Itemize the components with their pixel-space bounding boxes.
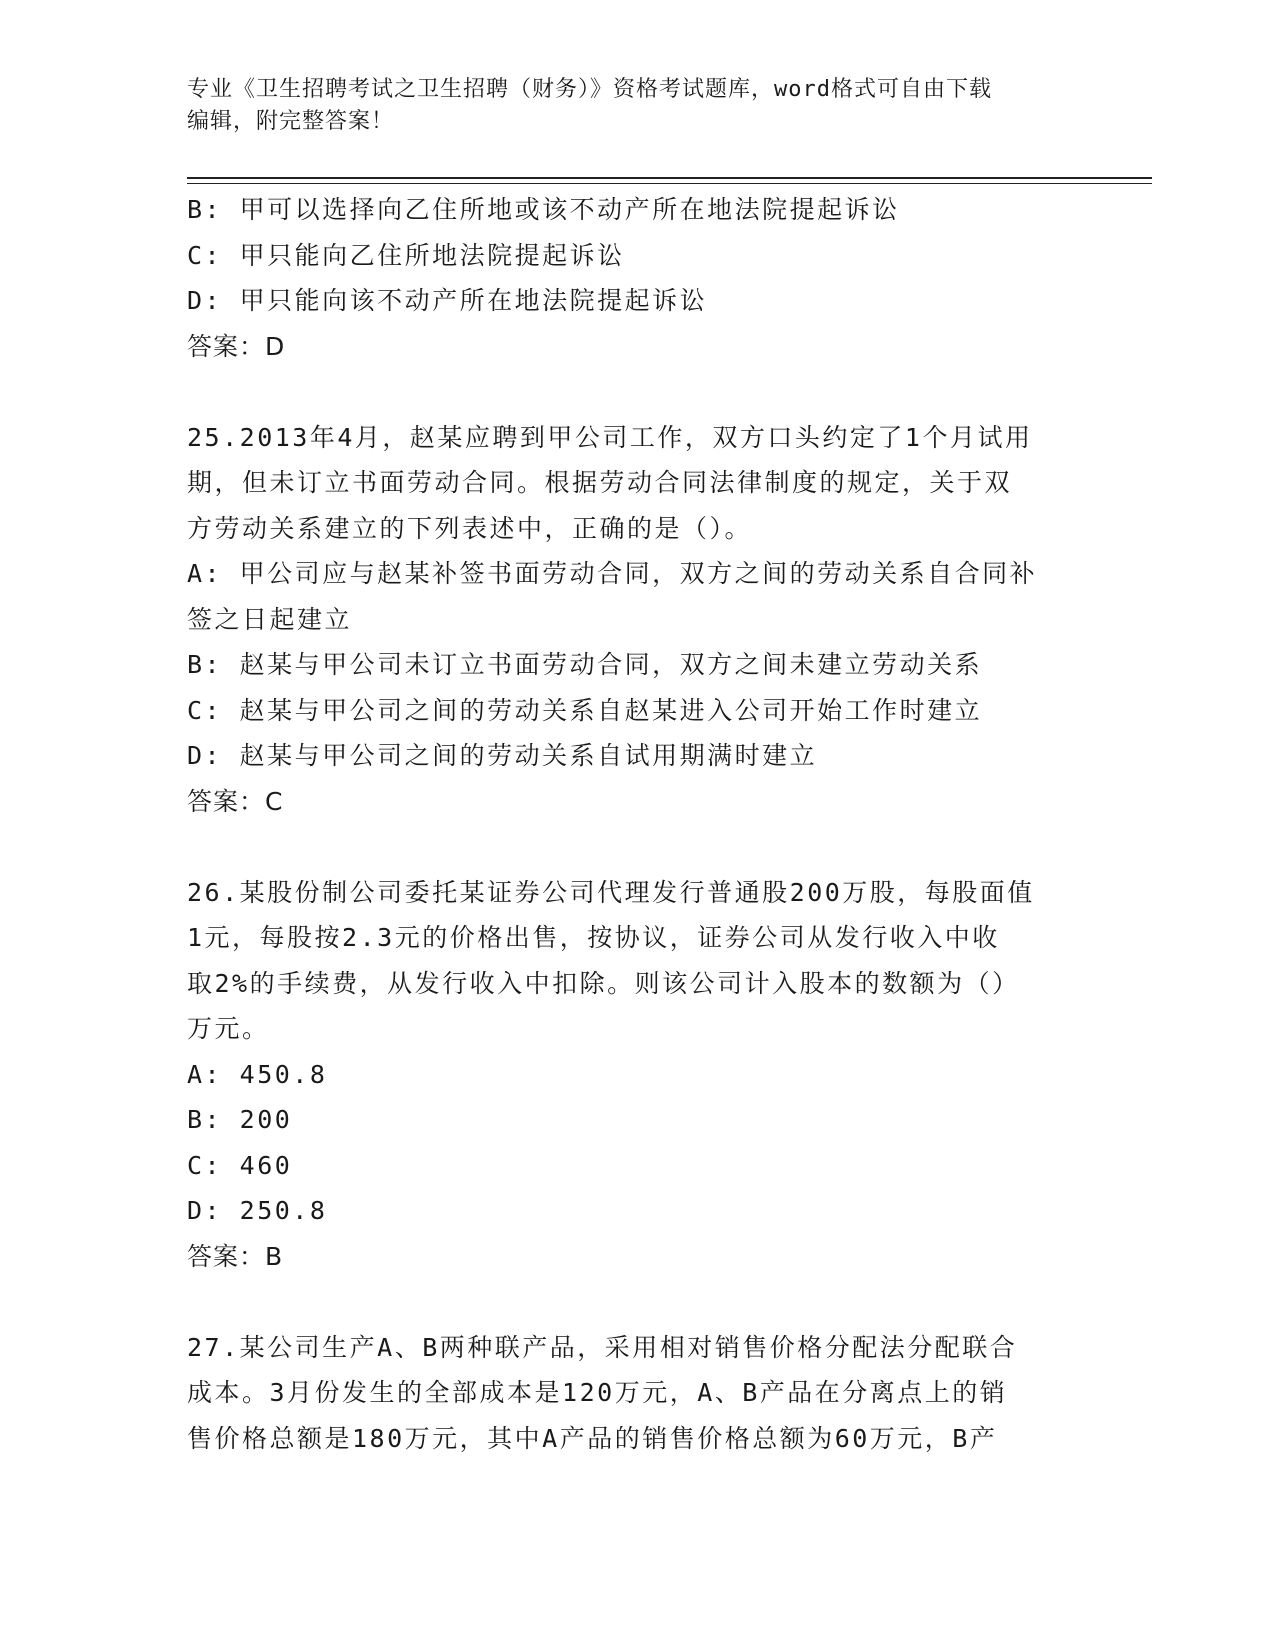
spacer (187, 369, 1087, 415)
question-stem-line: 1元，每股按2.3元的价格出售，按协议，证券公司从发行收入中收 (187, 923, 1000, 952)
question-block-prev (187, 187, 1087, 369)
question-stem-line: 成本。3月份发生的全部成本是120万元，A、B产品在分离点上的销 (187, 1378, 1008, 1407)
question-stem-line: 26.某股份制公司委托某证券公司代理发行普通股200万股，每股面值 (187, 877, 1035, 907)
header-divider-thin (187, 183, 1152, 184)
answer-line: 答案：D (187, 331, 286, 361)
question-block-27 (187, 1325, 1087, 1462)
option-a-continued: 签之日起建立 (187, 604, 353, 634)
question-block-26 (187, 870, 1087, 1280)
spacer (187, 1279, 1087, 1325)
option-c: C: 460 (187, 1150, 293, 1180)
option-c: C: 赵某与甲公司之间的劳动关系自赵某进入公司开始工作时建立 (187, 695, 983, 725)
header-divider-thick (187, 177, 1152, 179)
question-list (187, 187, 1087, 1461)
option-d: D: 甲只能向该不动产所在地法院提起诉讼 (187, 286, 708, 315)
spacer (187, 824, 1087, 870)
option-b: B: 甲可以选择向乙住所地或该不动产所在地法院提起诉讼 (187, 195, 900, 224)
option-a: A: 甲公司应与赵某补签书面劳动合同，双方之间的劳动关系自合同补 (187, 559, 1038, 588)
option-d: D: 赵某与甲公司之间的劳动关系自试用期满时建立 (187, 741, 818, 770)
question-stem-line: 万元。 (187, 1014, 270, 1043)
question-stem-line: 售价格总额是180万元，其中A产品的销售价格总额为60万元，B产 (187, 1423, 998, 1453)
option-b: B: 200 (187, 1105, 293, 1134)
answer-line: 答案：B (187, 1241, 284, 1271)
question-block-25 (187, 415, 1087, 825)
header-line: 专业《卫生招聘考试之卫生招聘（财务）》资格考试题库，word格式可自由下载 (187, 77, 992, 102)
question-stem-line: 25.2013年4月，赵某应聘到甲公司工作，双方口头约定了1个月试用 (187, 422, 1033, 452)
option-d: D: 250.8 (187, 1196, 328, 1225)
option-c: C: 甲只能向乙住所地法院提起诉讼 (187, 240, 625, 270)
header-line: 编辑，附完整答案！ (187, 109, 395, 134)
question-stem-line: 方劳动关系建立的下列表述中，正确的是（）。 (187, 513, 753, 543)
option-a: A: 450.8 (187, 1059, 328, 1089)
question-stem-line: 期，但未订立书面劳动合同。根据劳动合同法律制度的规定，关于双 (187, 468, 1013, 497)
option-b: B: 赵某与甲公司未订立书面劳动合同，双方之间未建立劳动关系 (187, 650, 983, 679)
question-stem-line: 取2%的手续费，从发行收入中扣除。则该公司计入股本的数额为（） (187, 968, 1020, 998)
document-header (187, 74, 1087, 138)
question-stem-line: 27.某公司生产A、B两种联产品，采用相对销售价格分配法分配联合 (187, 1332, 1018, 1362)
answer-line: 答案：C (187, 786, 284, 816)
